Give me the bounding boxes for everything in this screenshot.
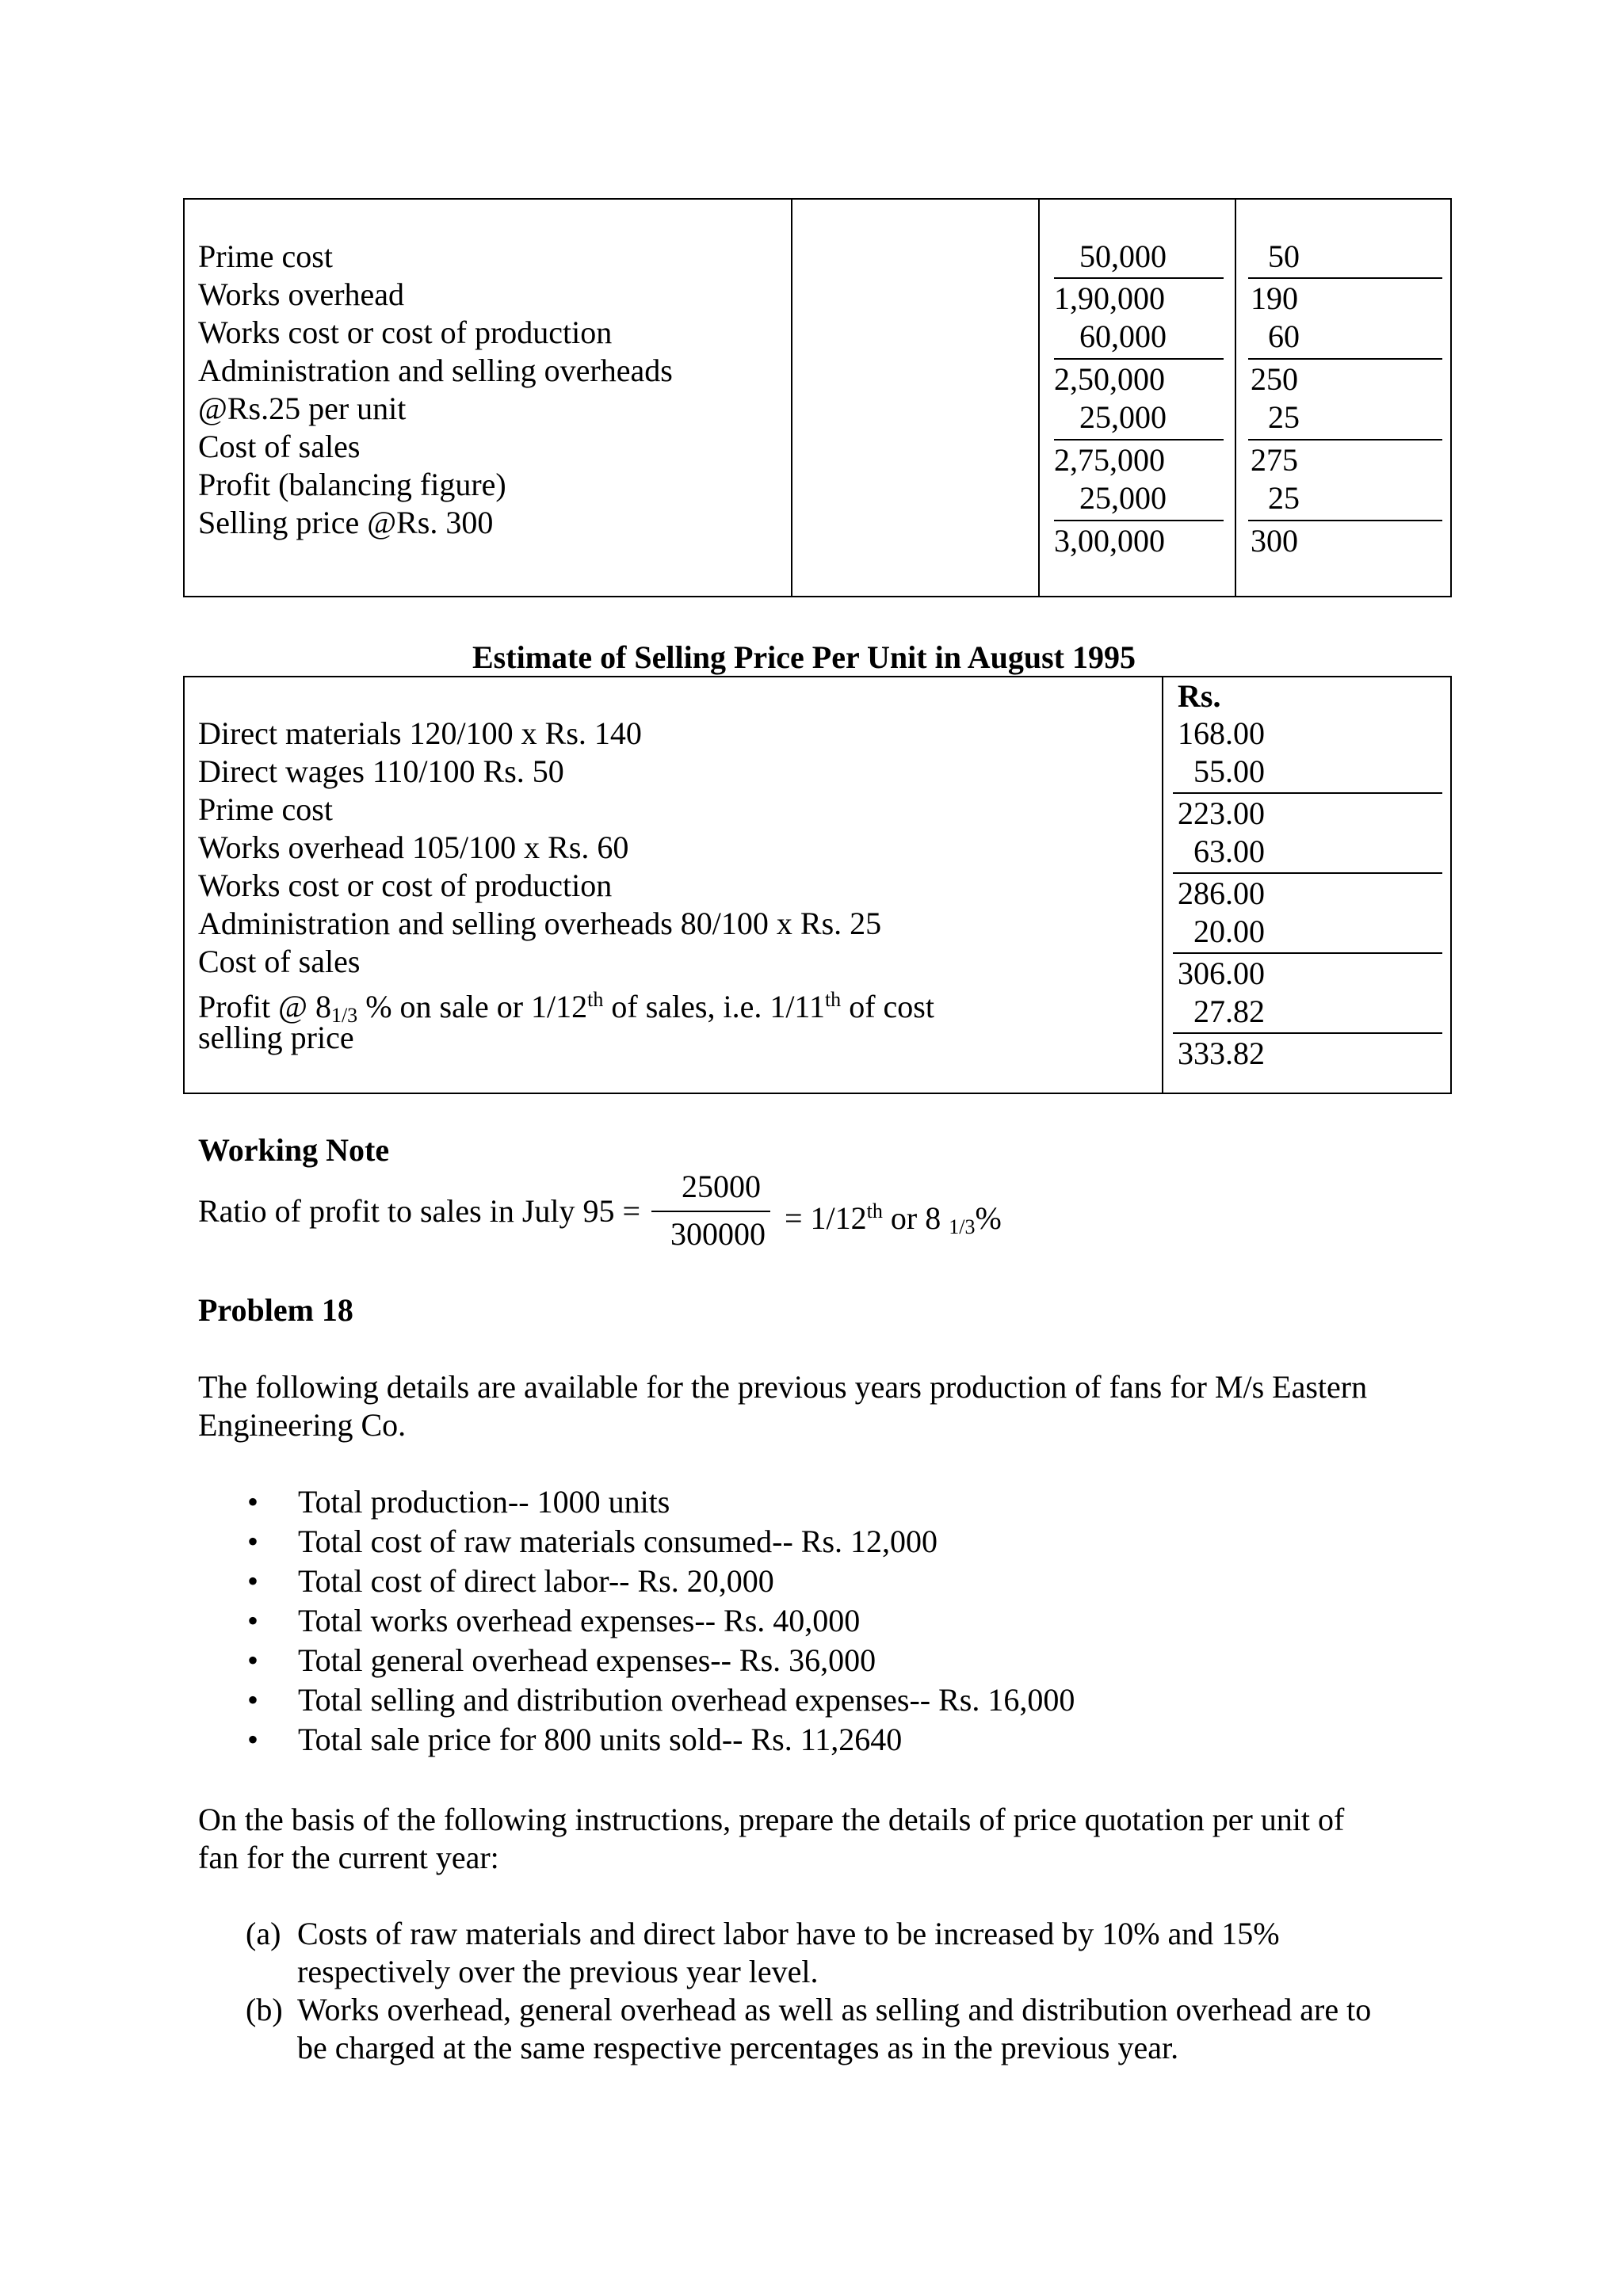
estimate-row-label: Administration and selling overheads 80/100 x Rs. 25: [198, 906, 882, 941]
estimate-row-label: Cost of sales: [198, 944, 361, 979]
instruction-marker: (a): [246, 1916, 281, 1951]
estimate-value: 55.00: [1193, 753, 1265, 789]
list-item: • Total cost of direct labor-- Rs. 20,000: [247, 1563, 774, 1599]
estimate-value: 168.00: [1178, 715, 1265, 751]
table1-label: Prime cost: [198, 238, 333, 274]
table1-total-value: 1,90,000: [1054, 280, 1165, 316]
list-item: • Total general overhead expenses-- Rs. 36,000: [247, 1642, 876, 1678]
estimate-row-label: Works overhead 105/100 x Rs. 60: [198, 830, 629, 865]
table1-total-value: 50,000: [1079, 238, 1167, 274]
instruction-text: be charged at the same respective percentages as in the previous year.: [297, 2030, 1179, 2065]
table1-label: Profit (balancing figure): [198, 467, 506, 502]
estimate-row-label: Direct wages 110/100 Rs. 50: [198, 753, 564, 789]
estimate-value: 333.82: [1178, 1035, 1265, 1071]
problem-intro: The following details are available for the previous years production of fans for M/s Eastern: [198, 1369, 1368, 1405]
estimate-table-header: Rs.: [1178, 678, 1221, 714]
table1-label: Works overhead: [198, 277, 405, 312]
estimate-value: 20.00: [1193, 913, 1265, 949]
table1-total-value: 2,50,000: [1054, 361, 1165, 397]
working-note-result: = 1/12th or 8 1/3%: [785, 1199, 1002, 1238]
list-item: • Total sale price for 800 units sold-- Rs. 11,2640: [247, 1722, 903, 1757]
problem-intro: Engineering Co.: [198, 1407, 407, 1443]
table1-unit-value: 60: [1268, 318, 1300, 354]
list-item: • Total selling and distribution overhead expenses-- Rs. 16,000: [247, 1682, 1075, 1718]
table1-unit-value: 275: [1251, 442, 1298, 478]
working-note-heading: Working Note: [198, 1132, 390, 1168]
bullet-icon: •: [247, 1484, 259, 1520]
bullet-icon: •: [247, 1603, 259, 1638]
estimate-row-label: Works cost or cost of production: [198, 868, 613, 903]
estimate-value: 286.00: [1178, 875, 1265, 911]
estimate-row-label: selling price: [198, 1020, 354, 1055]
table1-label: @Rs.25 per unit: [198, 391, 407, 426]
estimate-value: 223.00: [1178, 795, 1265, 831]
estimate-row-label-profit: Profit @ 81/3 % on sale or 1/12th of sales, i.e. 1/11th of cost: [198, 988, 934, 1027]
fraction-bar: [651, 1211, 770, 1212]
fraction-numerator: 25000: [682, 1169, 761, 1204]
table1-unit-value: 190: [1251, 280, 1298, 316]
bullet-icon: •: [247, 1682, 259, 1718]
instruction-text: Works overhead, general overhead as well as selling and distribution overhead are to: [297, 1992, 1372, 2027]
estimate-row-label: Direct materials 120/100 x Rs. 140: [198, 715, 642, 751]
working-note-label: Ratio of profit to sales in July 95 =: [198, 1193, 641, 1229]
estimate-row-label: Prime cost: [198, 791, 333, 827]
table1-total-value: 25,000: [1079, 399, 1167, 435]
table1-unit-value: 300: [1251, 523, 1298, 559]
table1-total-value: 2,75,000: [1054, 442, 1165, 478]
list-item: • Total works overhead expenses-- Rs. 40,000: [247, 1603, 861, 1638]
table1-total-value: 60,000: [1079, 318, 1167, 354]
estimate-table-title: Estimate of Selling Price Per Unit in August 1995: [472, 639, 1136, 675]
fraction-denominator: 300000: [670, 1216, 766, 1252]
estimate-value: 63.00: [1193, 833, 1265, 869]
table1-unit-value: 50: [1268, 238, 1300, 274]
instruction-text: respectively over the previous year level.: [297, 1954, 819, 1989]
problem-basis: On the basis of the following instructions, prepare the details of price quotation per unit of: [198, 1802, 1345, 1837]
bullet-icon: •: [247, 1722, 259, 1757]
bullet-icon: •: [247, 1524, 259, 1559]
list-item: • Total production-- 1000 units: [247, 1484, 670, 1520]
table1-label: Administration and selling overheads: [198, 353, 673, 388]
table1-total-value: 3,00,000: [1054, 523, 1165, 559]
table1-label: Cost of sales: [198, 429, 361, 464]
estimate-value: 306.00: [1178, 955, 1265, 991]
table1-unit-value: 25: [1268, 480, 1300, 516]
bullet-icon: •: [247, 1563, 259, 1599]
table1-unit-value: 25: [1268, 399, 1300, 435]
problem-heading: Problem 18: [198, 1292, 353, 1328]
table1-unit-value: 250: [1251, 361, 1298, 397]
instruction-text: Costs of raw materials and direct labor have to be increased by 10% and 15%: [297, 1916, 1280, 1951]
table1-label: Works cost or cost of production: [198, 315, 613, 350]
instruction-marker: (b): [246, 1992, 283, 2027]
bullet-icon: •: [247, 1642, 259, 1678]
table1-label: Selling price @Rs. 300: [198, 505, 494, 540]
table1-total-value: 25,000: [1079, 480, 1167, 516]
estimate-value: 27.82: [1193, 994, 1265, 1029]
problem-basis: fan for the current year:: [198, 1840, 499, 1875]
list-item: • Total cost of raw materials consumed-- Rs. 12,000: [247, 1524, 938, 1559]
